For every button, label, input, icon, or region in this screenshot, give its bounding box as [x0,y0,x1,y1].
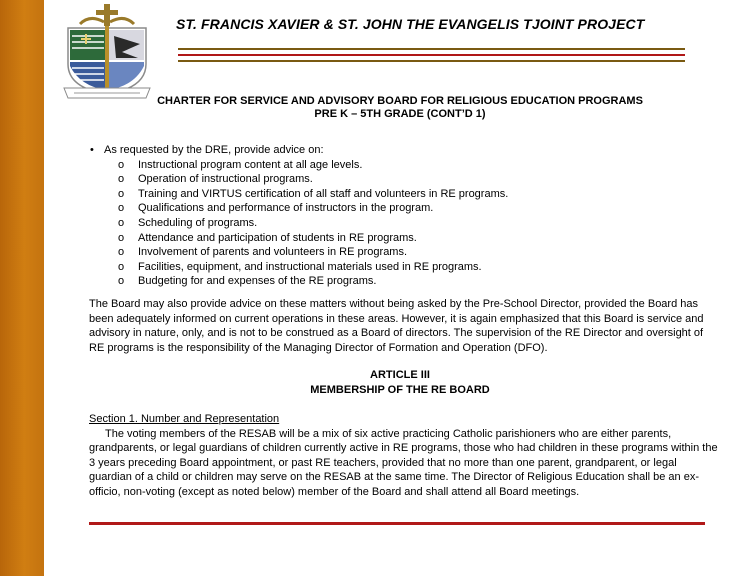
list-item-text: Attendance and participation of students in RE programs. [138,231,417,244]
list-item [118,245,710,260]
board-advice-paragraph: The Board may also provide advice on these matters without being asked by the Pre-School Director, provided the Board has been adequately informed on current operations in these areas. However, it is again emphasized that this Board is service and advisory in nature, only, and is not to be construed as a Board of directors. The supervision of the RE Director and oversight of RE programs is the responsibility of the Managing Director of Formation and Operation (DFO). [89,298,704,354]
list-item-text: Scheduling of programs. [138,216,258,229]
article-number: ARTICLE III [370,369,430,381]
advice-lead-text: As requested by the DRE, provide advice on: [104,144,324,156]
list-item [118,216,710,231]
article-heading [90,368,710,397]
list-item-text: Training and VIRTUS certification of all staff and volunteers in RE programs. [138,187,509,200]
list-item [118,231,710,246]
list-item-text: Budgeting for and expenses of the RE programs. [138,275,377,288]
circle-bullet-icon: o [118,246,125,259]
header-rule-gold-bottom [178,60,685,62]
article-title: MEMBERSHIP OF THE RE BOARD [310,383,490,396]
circle-bullet-icon: o [118,231,125,244]
advice-lead [90,143,710,158]
circle-bullet-icon: o [118,173,125,186]
left-accent-bar [0,0,44,576]
list-item [118,274,710,289]
list-item [118,158,710,173]
advice-list [90,143,710,289]
advice-subitems [90,158,710,289]
circle-bullet-icon: o [118,216,125,229]
circle-bullet-icon: o [118,275,125,288]
list-item-text: Instructional program content at all age levels. [138,158,363,171]
header-rule-red [178,54,685,56]
parish-crest-logo [60,2,154,102]
list-item [118,201,710,216]
list-item-text: Involvement of parents and volunteers in RE programs. [138,246,408,259]
circle-bullet-icon: o [118,202,125,215]
footer-rule-red [89,522,705,525]
charter-line-1: CHARTER FOR SERVICE AND ADVISORY BOARD FOR RELIGIOUS EDUCATION PROGRAMS [157,95,643,107]
list-item [118,187,710,202]
bullet-icon: • [90,144,94,156]
circle-bullet-icon: o [118,187,125,200]
list-item-text: Qualifications and performance of instructors in the program. [138,202,434,215]
charter-line-2: PRE K – 5TH GRADE (CONT’D 1) [314,108,486,120]
charter-heading [90,95,710,121]
circle-bullet-icon: o [118,158,125,171]
header-rule-gold-top [178,48,685,50]
section-1-heading: Section 1. Number and Representation [89,413,280,425]
list-item [118,172,710,187]
page-header-title: ST. FRANCIS XAVIER & ST. JOHN THE EVANGELIS TJOINT PROJECT [176,16,645,32]
list-item [118,260,710,275]
circle-bullet-icon: o [118,260,125,273]
list-item-text: Operation of instructional programs. [138,173,313,186]
list-item-text: Facilities, equipment, and instructional materials used in RE programs. [138,260,482,273]
section-1 [89,412,719,500]
section-1-body: The voting members of the RESAB will be a mix of six active practicing Catholic parishioners who are either parents, grandparents, or legal guardians of children currently active in RE programs, those who had children in these programs within the 3 years preceding Board appointment, or past RE teachers, provided that no more than one parent, grandparent, or legal guardian of a child or children may serve on the RESAB at the same time. The Director of Religious Education shall be an ex-officio, non-voting (except as noted below) member of the Board and shall attend all Board meetings. [89,427,718,498]
